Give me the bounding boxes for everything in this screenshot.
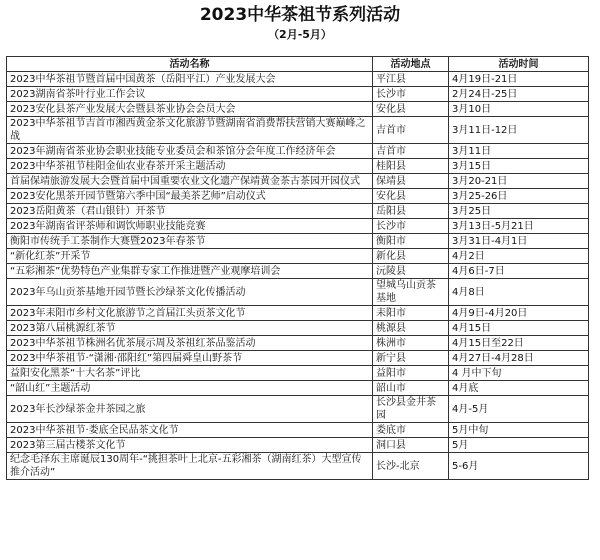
event-name: 2023第八届桃源红茶节	[7, 321, 373, 336]
table-row	[7, 102, 589, 117]
event-time: 5月中旬	[449, 423, 589, 438]
event-place: 沅陵县	[373, 264, 449, 279]
event-name: 2023年乌山贡茶基地开园节暨长沙绿茶文化传播活动	[7, 279, 373, 306]
events-table-body	[7, 72, 589, 480]
event-time: 4月2日	[449, 249, 589, 264]
table-row	[7, 321, 589, 336]
event-place: 株洲市	[373, 336, 449, 351]
table-row	[7, 351, 589, 366]
event-time: 3月11日	[449, 144, 589, 159]
event-place: 吉首市	[373, 144, 449, 159]
event-place: 吉首市	[373, 117, 449, 144]
event-name: 2023年湖南省评茶师和调饮师职业技能竞赛	[7, 219, 373, 234]
document-subtitle: （2月-5月）	[268, 28, 332, 41]
event-time: 3月15日	[449, 159, 589, 174]
event-time: 4月-5月	[449, 396, 589, 423]
event-place: 洞口县	[373, 438, 449, 453]
event-time: 5-6月	[449, 453, 589, 480]
table-row	[7, 87, 589, 102]
event-time: 4 月中下旬	[449, 366, 589, 381]
table-row	[7, 306, 589, 321]
event-place: 长沙市	[373, 87, 449, 102]
event-name: 2023中华茶祖节·“潇湘·邵阳红”第四届舜皇山野茶节	[7, 351, 373, 366]
table-row	[7, 366, 589, 381]
event-place: 韶山市	[373, 381, 449, 396]
event-name: 2023中华茶祖节桂阳金仙农业春茶开采主题活动	[7, 159, 373, 174]
event-place: 长沙市	[373, 219, 449, 234]
column-header-name: 活动名称	[7, 57, 373, 72]
event-place: 安化县	[373, 189, 449, 204]
event-name: 2023安化县茶产业发展大会暨县茶业协会会员大会	[7, 102, 373, 117]
event-time: 4月27日-4月28日	[449, 351, 589, 366]
event-name: “新化红茶”开采节	[7, 249, 373, 264]
column-header-time: 活动时间	[449, 57, 589, 72]
event-name: 2023湖南省茶叶行业工作会议	[7, 87, 373, 102]
event-time: 3月20-21日	[449, 174, 589, 189]
table-header-row	[7, 57, 589, 72]
event-time: 3月11日-12日	[449, 117, 589, 144]
document-title: 2023中华茶祖节系列活动	[199, 5, 401, 25]
table-row	[7, 117, 589, 144]
event-time: 3月31日-4月1日	[449, 234, 589, 249]
event-place: 长沙-北京	[373, 453, 449, 480]
event-name: 2023岳阳黄茶（君山银针）开茶节	[7, 204, 373, 219]
event-name: “韶山红”主题活动	[7, 381, 373, 396]
event-place: 益阳市	[373, 366, 449, 381]
event-time: 3月25日	[449, 204, 589, 219]
table-row	[7, 438, 589, 453]
table-row	[7, 249, 589, 264]
table-row	[7, 174, 589, 189]
event-name: 2023中华茶祖节·娄底全民品茶文化节	[7, 423, 373, 438]
event-place: 新宁县	[373, 351, 449, 366]
table-row	[7, 234, 589, 249]
event-time: 4月8日	[449, 279, 589, 306]
event-time: 3月10日	[449, 102, 589, 117]
event-place: 岳阳县	[373, 204, 449, 219]
event-place: 新化县	[373, 249, 449, 264]
event-name: 2023中华茶祖节株洲名优茶展示周及茶祖红茶品鉴活动	[7, 336, 373, 351]
event-name: 2023中华茶祖节吉首市湘西黄金茶文化旅游节暨湖南省消费帮扶营销大赛巅峰之战	[7, 117, 373, 144]
event-name: 益阳安化黑茶“十大名茶”评比	[7, 366, 373, 381]
event-time: 4月6日-7日	[449, 264, 589, 279]
events-table	[6, 56, 589, 480]
table-row	[7, 144, 589, 159]
event-time: 4月19日-21日	[449, 72, 589, 87]
event-place: 衡阳市	[373, 234, 449, 249]
event-name: 2023年长沙绿茶金井茶园之旅	[7, 396, 373, 423]
event-time: 4月15日至22日	[449, 336, 589, 351]
table-row	[7, 336, 589, 351]
table-row	[7, 396, 589, 423]
table-row	[7, 219, 589, 234]
event-place: 望城乌山贡茶基地	[373, 279, 449, 306]
event-place: 耒阳市	[373, 306, 449, 321]
event-name: 衡阳市传统手工茶制作大赛暨2023年春茶节	[7, 234, 373, 249]
event-place: 保靖县	[373, 174, 449, 189]
event-place: 平江县	[373, 72, 449, 87]
table-row	[7, 189, 589, 204]
table-row	[7, 204, 589, 219]
event-name: “五彩湘茶”优势特色产业集群专家工作推进暨产业观摩培训会	[7, 264, 373, 279]
column-header-place: 活动地点	[373, 57, 449, 72]
event-name: 2023年耒阳市乡村文化旅游节之首届江头贡茶文化节	[7, 306, 373, 321]
event-time: 4月9日-4月20日	[449, 306, 589, 321]
event-place: 桃源县	[373, 321, 449, 336]
event-name: 2023年湖南省茶业协会职业技能专业委员会和茶馆分会年度工作经济年会	[7, 144, 373, 159]
event-name: 纪念毛泽东主席诞辰130周年-“挑担茶叶上北京-五彩湘茶（湖南红茶）大型宣传推介活动”	[7, 453, 373, 480]
event-name: 首届保靖旅游发展大会暨首届中国重要农业文化遗产保靖黄金茶古茶园开园仪式	[7, 174, 373, 189]
event-place: 长沙县金井茶园	[373, 396, 449, 423]
table-row	[7, 72, 589, 87]
table-row	[7, 264, 589, 279]
event-time: 5月	[449, 438, 589, 453]
event-place: 娄底市	[373, 423, 449, 438]
table-row	[7, 279, 589, 306]
event-place: 桂阳县	[373, 159, 449, 174]
event-time: 2月24日-25日	[449, 87, 589, 102]
event-name: 2023安化黑茶开园节暨第六季中国“最美茶艺师”启动仪式	[7, 189, 373, 204]
event-name: 2023第三届古楼茶文化节	[7, 438, 373, 453]
event-time: 4月15日	[449, 321, 589, 336]
table-row	[7, 381, 589, 396]
event-time: 4月底	[449, 381, 589, 396]
event-time: 3月25-26日	[449, 189, 589, 204]
table-row	[7, 453, 589, 480]
event-place: 安化县	[373, 102, 449, 117]
table-row	[7, 423, 589, 438]
event-name: 2023中华茶祖节暨首届中国黄茶（岳阳平江）产业发展大会	[7, 72, 373, 87]
event-time: 3月13日-5月21日	[449, 219, 589, 234]
table-row	[7, 159, 589, 174]
